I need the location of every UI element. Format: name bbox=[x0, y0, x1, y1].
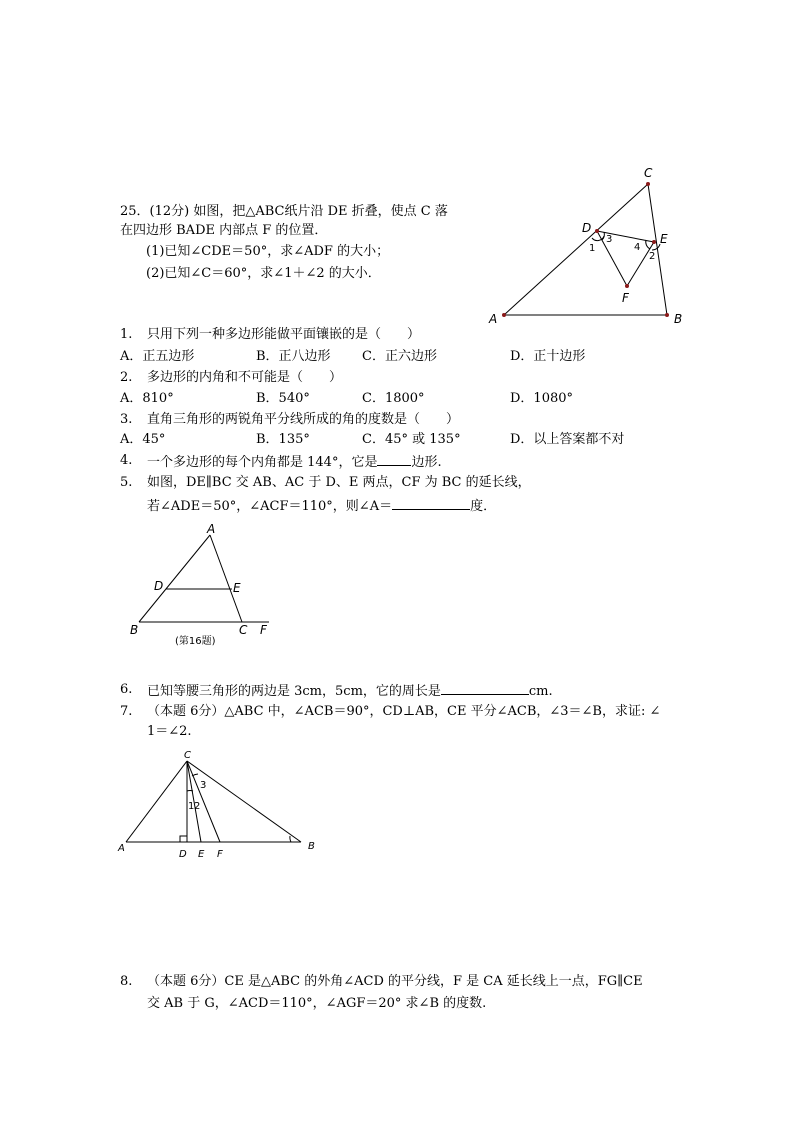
q5-segment-ab bbox=[139, 535, 210, 622]
q25-point-c bbox=[646, 182, 650, 186]
q25-figure bbox=[480, 160, 700, 335]
q25-label-c: C bbox=[644, 166, 653, 180]
q5-label-c: C bbox=[239, 623, 248, 637]
q5-label-e: E bbox=[233, 581, 241, 595]
q4-number: 4. bbox=[120, 453, 133, 468]
q4-text-before: 一个多边形的每个内角都是 144°，它是 bbox=[147, 455, 378, 470]
q3-option-d: D．以上答案都不对 bbox=[510, 432, 625, 447]
q25-sub2: (2)已知∠C＝60°，求∠1＋∠2 的大小． bbox=[146, 266, 381, 281]
q7-figure bbox=[114, 745, 324, 860]
q7-angle-arc-b bbox=[290, 836, 291, 842]
q25-sub1: (1)已知∠CDE＝50°，求∠ADF 的大小； bbox=[146, 244, 390, 259]
q25-point-f bbox=[625, 284, 629, 288]
q7-line2: 1＝∠2. bbox=[147, 724, 192, 739]
q25-point-b bbox=[665, 313, 669, 317]
q7-label-d: D bbox=[179, 849, 187, 860]
q7-number: 7. bbox=[120, 704, 133, 719]
q25-point-d bbox=[595, 229, 599, 233]
q5-figure-caption: (第16题) bbox=[175, 636, 216, 647]
q2-option-d: D．1080° bbox=[510, 391, 574, 406]
q1-option-c: C．正六边形 bbox=[362, 349, 437, 364]
q1-option-a: A．正五边形 bbox=[120, 349, 195, 364]
q8-number: 8. bbox=[120, 974, 133, 989]
q25-line1: 25．(12分) 如图，把△ABC纸片沿 DE 折叠，使点 C 落 bbox=[120, 204, 448, 219]
q1-option-d: D．正十边形 bbox=[510, 349, 586, 364]
q25-point-e bbox=[652, 240, 656, 244]
q7-label-angle-1: 1 bbox=[188, 801, 195, 812]
q25-label-a: A bbox=[489, 312, 498, 326]
q4-text-after: 边形. bbox=[411, 455, 442, 470]
q7-label-c: C bbox=[184, 750, 191, 761]
q25-label-angle-3: 3 bbox=[606, 234, 613, 245]
q5-label-f: F bbox=[260, 623, 267, 637]
q25-label-angle-4: 4 bbox=[634, 242, 641, 253]
q3-option-a: A．45° bbox=[120, 432, 166, 447]
q2-number: 2. bbox=[120, 370, 133, 385]
q7-label-b: B bbox=[308, 841, 315, 852]
q25-angle-arc-2 bbox=[652, 244, 660, 250]
q5-figure bbox=[122, 520, 282, 650]
q25-label-angle-2: 2 bbox=[649, 251, 656, 262]
q5-answer-blank[interactable] bbox=[392, 496, 470, 510]
q7-label-a: A bbox=[118, 843, 125, 854]
q25-line2: 在四边形 BADE 内部点 F 的位置． bbox=[120, 223, 328, 238]
q6-answer-blank[interactable] bbox=[441, 681, 529, 695]
q6-text-after: cm. bbox=[528, 684, 553, 699]
q1-option-b: B．正八边形 bbox=[256, 349, 331, 364]
q7-segment-cb bbox=[187, 761, 301, 842]
q4-stem bbox=[147, 452, 442, 472]
q5-number: 5. bbox=[120, 475, 133, 490]
q7-angle-arc-1 bbox=[187, 790, 193, 791]
q2-option-b: B．540° bbox=[256, 391, 310, 406]
q7-label-e: E bbox=[198, 849, 205, 860]
q5-label-d: D bbox=[154, 579, 164, 593]
q3-option-c: C．45° 或 135° bbox=[362, 432, 461, 447]
q7-segment-ac bbox=[126, 761, 187, 842]
q6-text-before: 已知等腰三角形的两边是 3cm，5cm，它的周长是 bbox=[147, 684, 441, 699]
q8-line1: （本题 6分）CE 是△ABC 的外角∠ACD 的平分线，F 是 CA 延长线上一点，FG∥CE bbox=[147, 974, 643, 989]
q25-label-b: B bbox=[674, 312, 683, 326]
q7-label-angle-2: 2 bbox=[194, 801, 201, 812]
q5-line1: 如图，DE∥BC 交 AB、AC 于 D、E 两点，CF 为 BC 的延长线， bbox=[147, 475, 531, 490]
q25-label-angle-1: 1 bbox=[589, 243, 596, 254]
q1-number: 1. bbox=[120, 327, 133, 342]
q2-option-a: A．810° bbox=[120, 391, 174, 406]
q2-option-c: C．1800° bbox=[362, 391, 425, 406]
q6-number: 6. bbox=[120, 682, 133, 697]
q8-line2: 交 AB 于 G，∠ACD＝110°，∠AGF＝20° 求∠B 的度数. bbox=[147, 996, 487, 1011]
q2-stem: 多边形的内角和不可能是（ ） bbox=[147, 370, 343, 385]
q3-option-b: B．135° bbox=[256, 432, 310, 447]
q4-answer-blank[interactable] bbox=[377, 452, 411, 466]
q25-segment-cb bbox=[648, 184, 667, 315]
q7-label-angle-3: 3 bbox=[200, 780, 207, 791]
q5-label-b: B bbox=[130, 623, 139, 637]
q5-segment-ac bbox=[210, 535, 242, 622]
q3-stem: 直角三角形的两锐角平分线所成的角的度数是（ ） bbox=[147, 412, 460, 427]
q5-label-a: A bbox=[207, 522, 216, 536]
q1-stem: 只用下列一种多边形能做平面镶嵌的是（ ） bbox=[147, 327, 421, 342]
q25-label-f: F bbox=[622, 291, 629, 305]
q25-label-e: E bbox=[660, 232, 668, 246]
q25-label-d: D bbox=[582, 221, 592, 235]
q5-line2 bbox=[147, 496, 496, 516]
q7-label-f: F bbox=[217, 849, 223, 860]
q5-text-after: 度． bbox=[470, 499, 497, 514]
q3-number: 3. bbox=[120, 412, 133, 427]
q6-stem bbox=[147, 681, 553, 701]
q5-text-before: 若∠ADE＝50°，∠ACF＝110°，则∠A＝ bbox=[147, 499, 393, 514]
q7-line1: （本题 6分）△ABC 中，∠ACB＝90°，CD⊥AB，CE 平分∠ACB，∠3＝∠B，求证: ∠ bbox=[147, 704, 661, 719]
q25-point-a bbox=[502, 313, 506, 317]
q7-right-angle-mark bbox=[180, 836, 187, 842]
